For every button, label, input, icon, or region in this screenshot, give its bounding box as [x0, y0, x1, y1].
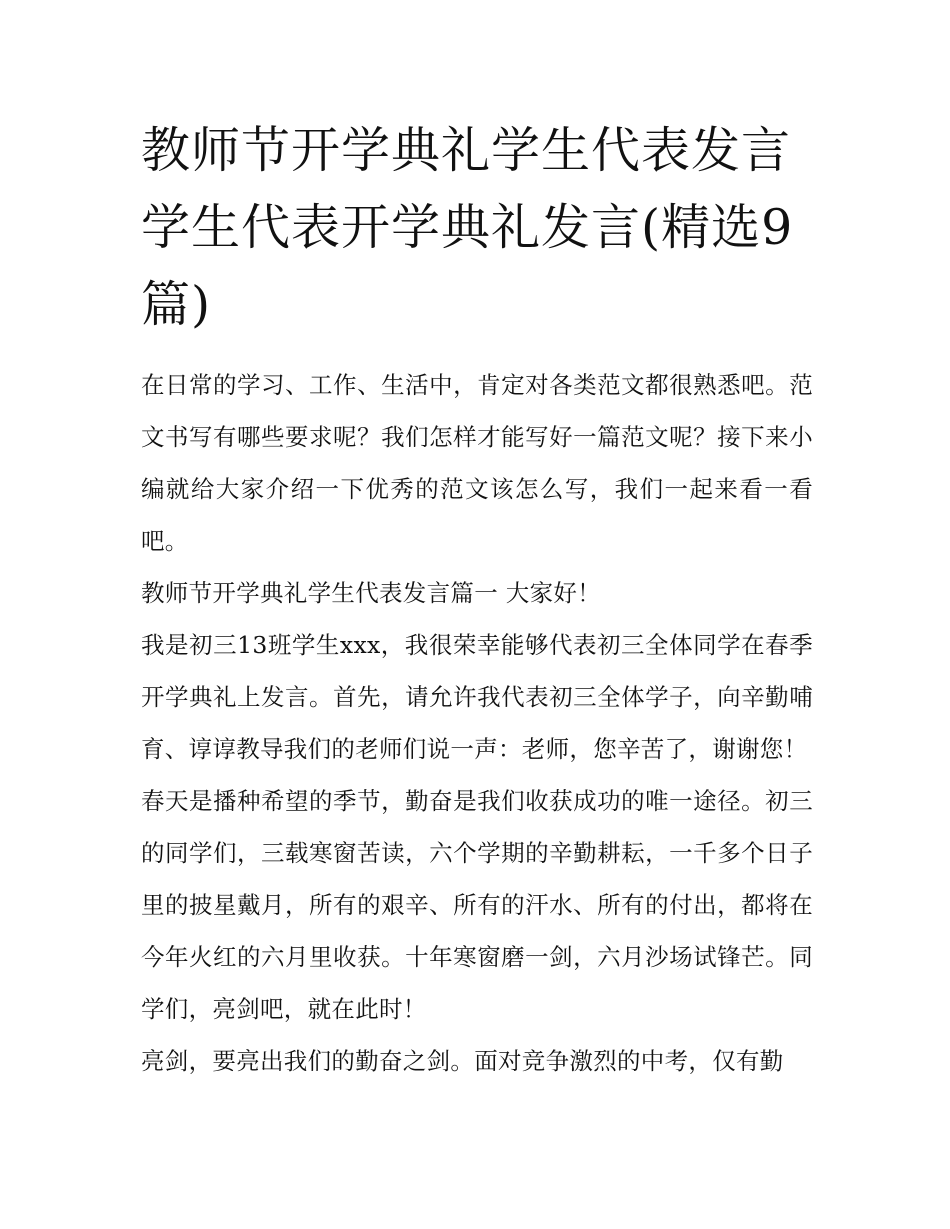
- document-page: [141, 112, 813, 1087]
- body-paragraph: 亮剑，要亮出我们的勤奋之剑。面对竞争激烈的中考，仅有勤: [141, 1047, 784, 1075]
- body-paragraph: 春天是播种希望的季节，勤奋是我们收获成功的唯一途径。初三的同学们，三载寒窗苦读，六个学期的辛勤耕耘，一千多个日子里的披星戴月，所有的艰辛、所有的汗水、所有的付出，都将在今年火红的六月里收获。十年寒窗磨一剑，六月沙场试锋芒。同学们，亮剑吧，就在此时！: [141, 787, 813, 1023]
- document-title: 教师节开学典礼学生代表发言学生代表开学典礼发言(精选9篇): [141, 122, 794, 333]
- body-paragraph: 我是初三13班学生xxx，我很荣幸能够代表初三全体同学在春季开学典礼上发言。首先，请允许我代表初三全体学子，向辛勤哺育、谆谆教导我们的老师们说一声：老师，您辛苦了，谢谢您！: [141, 631, 813, 763]
- section-heading-paragraph: 教师节开学典礼学生代表发言篇一 大家好！: [141, 579, 601, 607]
- intro-paragraph: 在日常的学习、工作、生活中，肯定对各类范文都很熟悉吧。范文书写有哪些要求呢？我们怎样才能写好一篇范文呢？接下来小编就给大家介绍一下优秀的范文该怎么写，我们一起来看一看吧。: [141, 371, 813, 555]
